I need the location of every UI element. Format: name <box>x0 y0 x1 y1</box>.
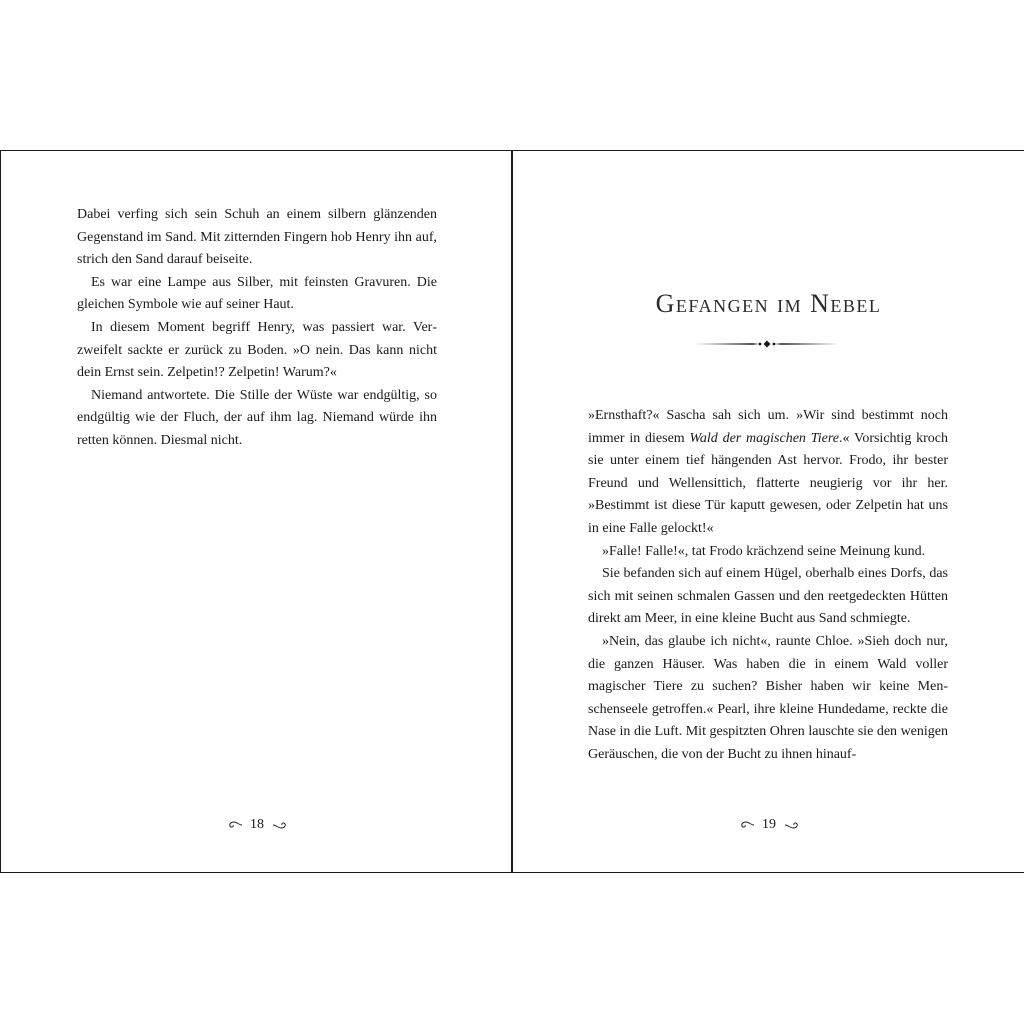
paragraph: »Nein, das glaube ich nicht«, raunte Chloe. »Sieh doch nur, die ganzen Häuser. Was haben die in einem Wald voller magischer Tiere zu suchen? Bisher haben wir keine Menschenseele getroffen.« Pearl, ihre kleine Hundedame, reckte die Nase in die Luft. Mit gespitzten Ohren lauschte sie den wenigen Geräuschen, die von der Bucht zu ihnen hinauf- <box>588 633 948 762</box>
paragraph: Niemand antwortete. Die Stille der Wüste war endgültig, so endgültig wie der Fluch, der auf ihm lag. Niemand würde ihn retten können. Diesmal nicht. <box>77 387 437 448</box>
paragraph-part: »Ernsthaft?« Sascha sah sich um. »Wir sind bestimmt noch immer in diesem <box>588 408 948 446</box>
page-number-text: 19 <box>762 817 776 832</box>
page-number-left <box>157 817 357 833</box>
left-page <box>0 150 513 873</box>
right-page <box>513 150 1024 873</box>
paragraph: In diesem Moment begriff Henry, was passiert war. Verzweifelt sackte er zurück zu Boden. »O nein. Das kann nicht dein Ernst sein. Zelpetin!? Zelpetin! Warum?« <box>77 319 437 381</box>
swirl-left-icon <box>227 821 243 829</box>
chapter-title: Gefangen im Nebel <box>655 289 882 318</box>
paragraph <box>588 405 948 541</box>
italic-title: Wald der magischen Tiere <box>689 430 839 446</box>
book-spread <box>0 150 1024 874</box>
left-page-text <box>77 204 437 453</box>
paragraph-part: .« Vorsichtig kroch sie unter einem tief hängenden Ast hervor. Frodo, ihr bester Freund und Wellensittich, flatterte neugierig vor ihr her. »Bestimmt ist diese Tür kaputt gewesen, oder Zelpetin hat uns in eine Falle gelockt!« <box>588 430 948 536</box>
paragraph: Es war eine Lampe aus Silber, mit feinsten Gravuren. Die gleichen Symbole wie auf seiner Haut. <box>77 274 437 313</box>
swirl-right-icon <box>784 821 800 829</box>
right-page-text <box>588 405 948 767</box>
paragraph: Dabei verfing sich sein Schuh an einem silbern glänzenden Gegenstand im Sand. Mit zitternden Fingern hob Henry ihn auf, strich den Sand darauf beiseite. <box>77 207 437 268</box>
page-number-text: 18 <box>250 817 264 832</box>
page-number-right <box>669 817 869 833</box>
paragraph: »Falle! Falle!«, tat Frodo krächzend seine Meinung kund. <box>602 543 926 559</box>
swirl-left-icon <box>739 821 755 829</box>
swirl-right-icon <box>272 821 288 829</box>
ornament-divider-icon <box>693 337 841 351</box>
paragraph: Sie befanden sich auf einem Hügel, oberhalb eines Dorfs, das sich mit seinen schmalen Gassen und den reetgedeckten Hütten direkt am Meer, in eine kleine Bucht aus Sand schmiegte. <box>588 566 948 627</box>
